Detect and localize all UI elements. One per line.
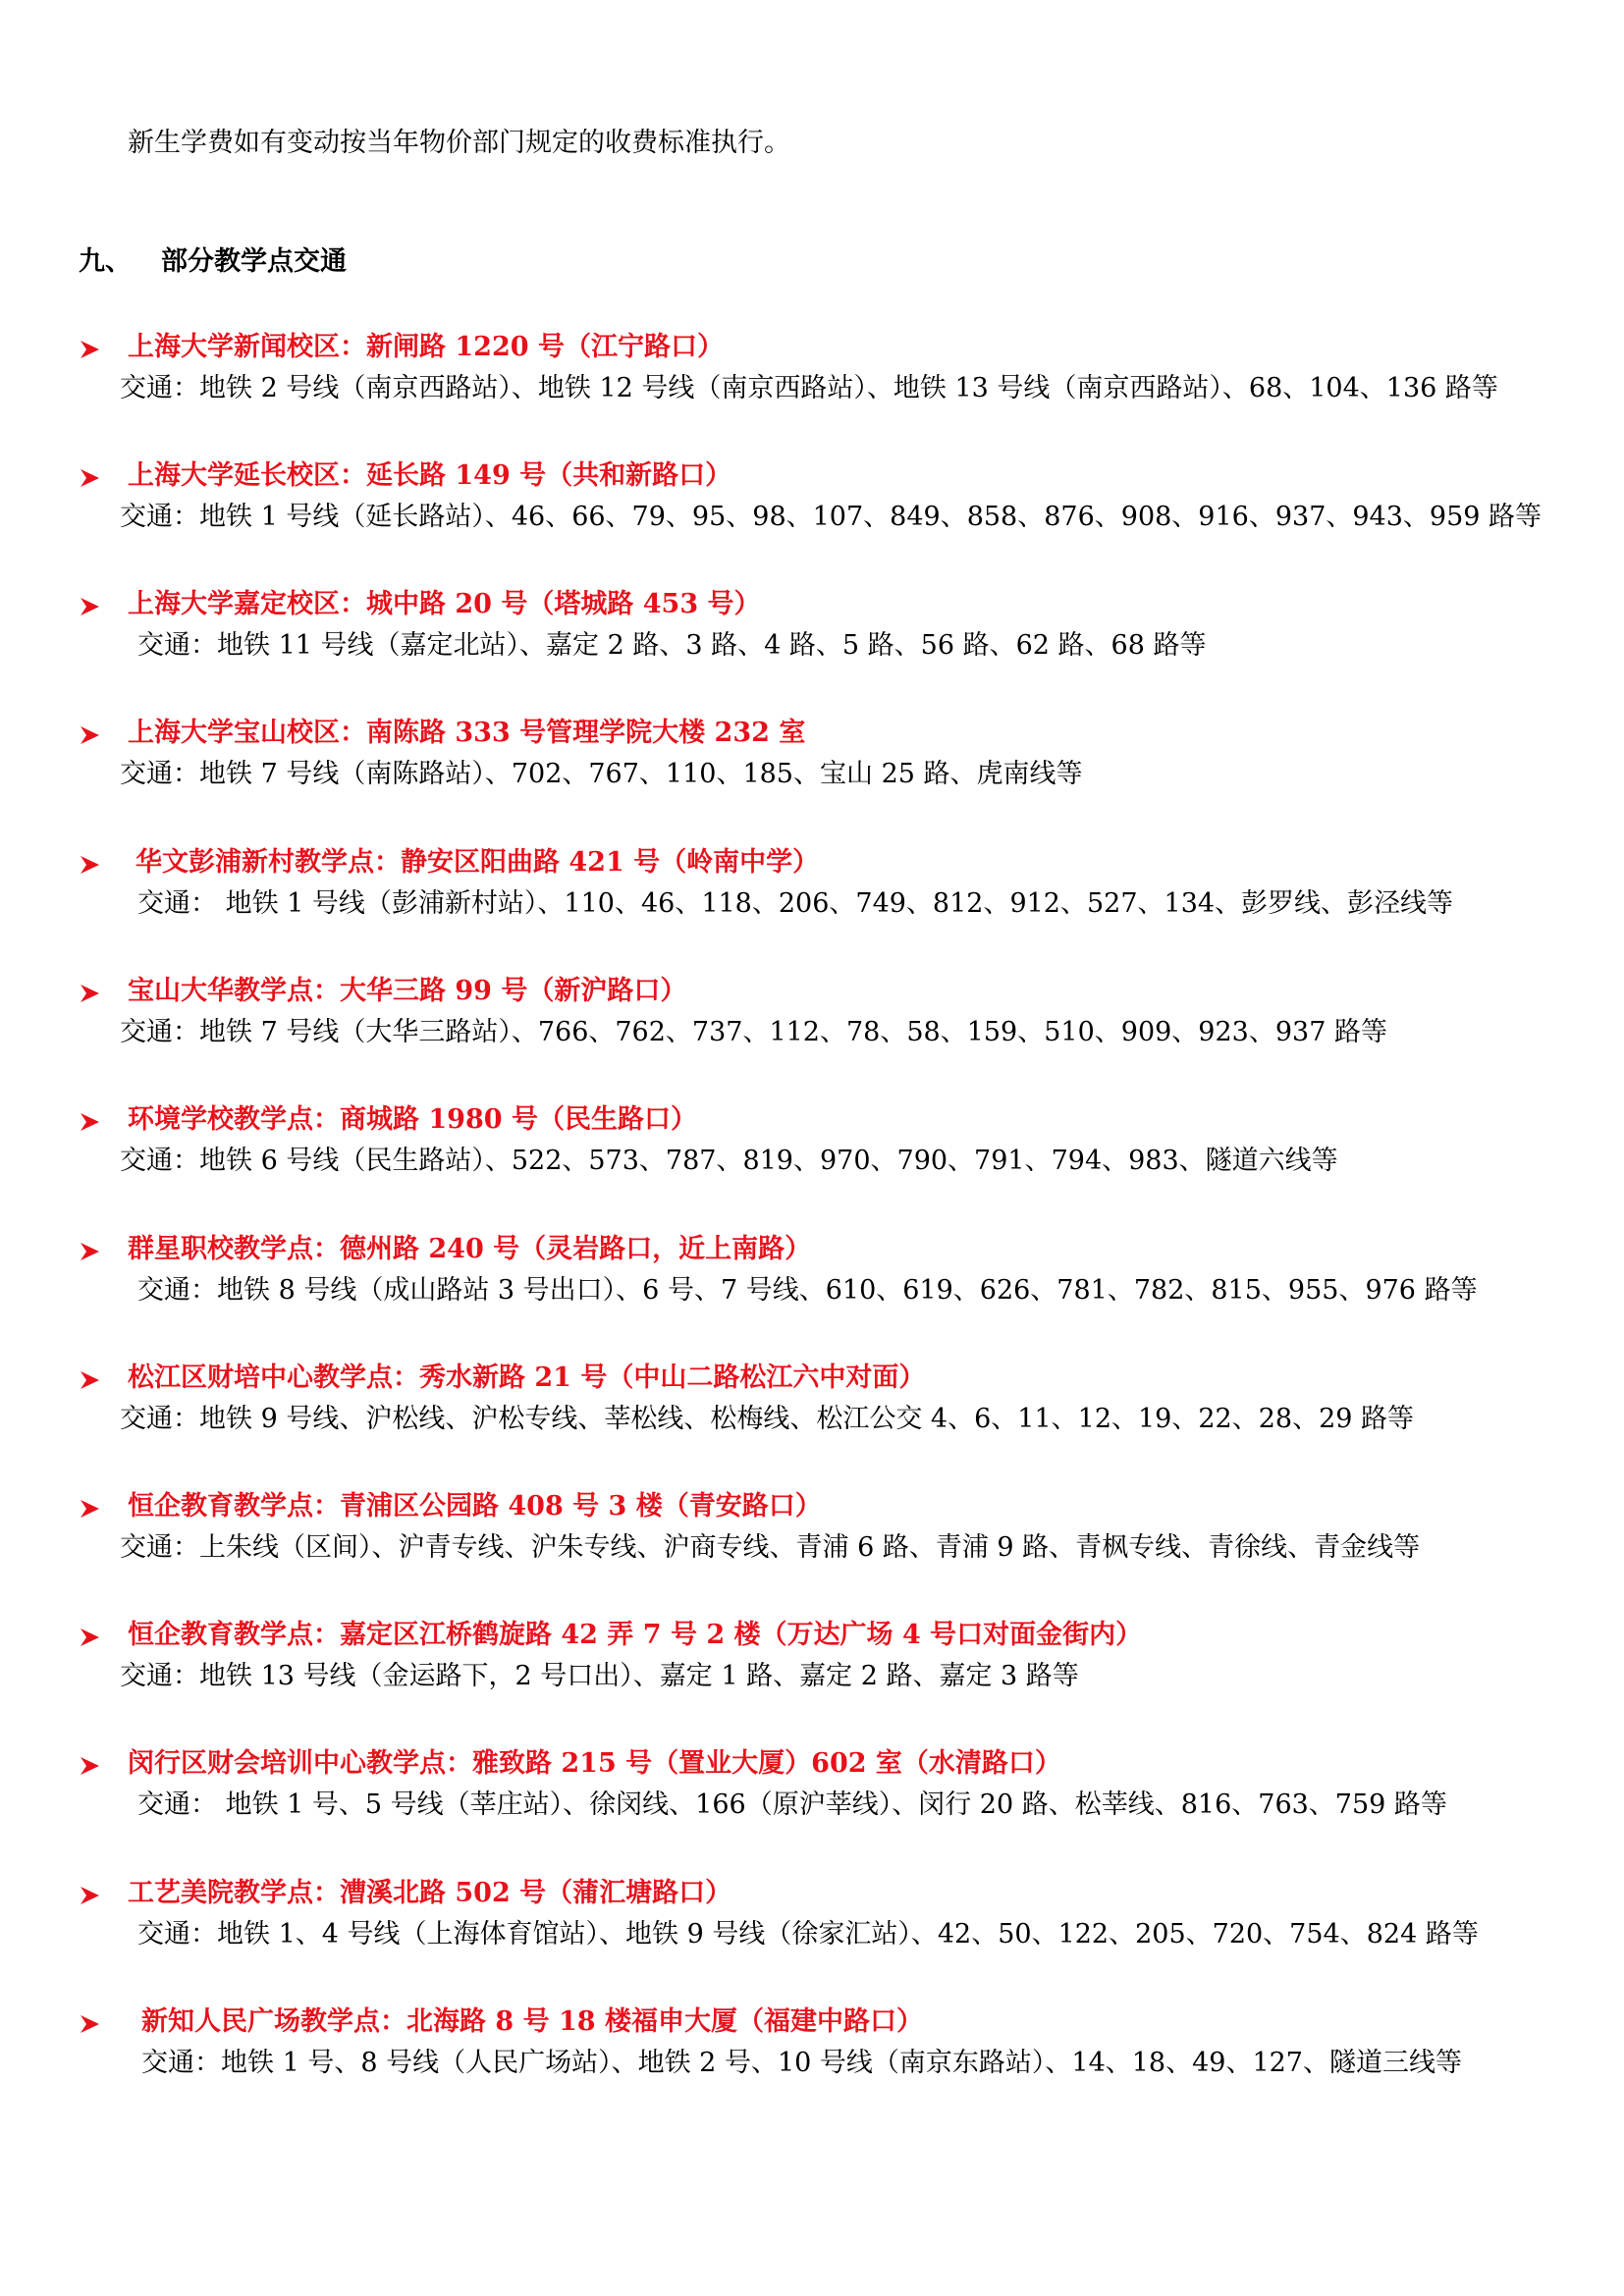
arrow-bullet-icon [79, 1242, 100, 1261]
location-title: 上海大学嘉定校区：城中路 20 号（塔城路 453 号） [128, 589, 761, 619]
location-traffic: 交通：地铁 1、4 号线（上海体育馆站）、地铁 9 号线（徐家汇站）、42、50、122、205、720、754、824 路等 [137, 1919, 1479, 1949]
location-traffic: 交通：地铁 8 号线（成山路站 3 号出口）、6 号、7 号线、610、619、626、781、782、815、955、976 路等 [137, 1275, 1478, 1306]
location-traffic: 交通：地铁 13 号线（金运路下，2 号口出）、嘉定 1 路、嘉定 2 路、嘉定 3 路等 [120, 1661, 1079, 1691]
location-traffic: 交通：地铁 6 号线（民生路站）、522、573、787、819、970、790、791、794、983、隧道六线等 [120, 1146, 1338, 1176]
arrow-bullet-icon [79, 855, 100, 875]
location-traffic: 交通：地铁 7 号线（大华三路站）、766、762、737、112、78、58、159、510、909、923、937 路等 [120, 1017, 1387, 1047]
location-item [0, 2001, 1624, 2109]
arrow-bullet-icon [79, 1112, 100, 1132]
location-title: 松江区财培中心教学点：秀水新路 21 号（中山二路松江六中对面） [128, 1362, 926, 1393]
location-item [0, 454, 1624, 562]
location-traffic: 交通：地铁 1 号、8 号线（人民广场站）、地铁 2 号、10 号线（南京东路站）、14、18、49、127、隧道三线等 [141, 2048, 1462, 2078]
location-title: 上海大学延长校区：延长路 149 号（共和新路口） [128, 460, 732, 491]
location-title: 恒企教育教学点：青浦区公园路 408 号 3 楼（青安路口） [128, 1491, 822, 1522]
arrow-bullet-icon [79, 1756, 100, 1776]
location-traffic: 交通：地铁 7 号线（南陈路站）、702、767、110、185、宝山 25 路、虎南线等 [120, 759, 1083, 789]
location-item [0, 583, 1624, 691]
arrow-bullet-icon [79, 984, 100, 1003]
location-title: 上海大学宝山校区：南陈路 333 号管理学院大楼 232 室 [128, 718, 806, 748]
section-number: 九、 [79, 246, 132, 277]
arrow-bullet-icon [79, 340, 100, 359]
location-item [0, 1614, 1624, 1722]
section-title: 部分教学点交通 [161, 246, 347, 277]
location-traffic: 交通：地铁 9 号线、沪松线、沪松专线、莘松线、松梅线、松江公交 4、6、11、12、19、22、28、29 路等 [120, 1404, 1415, 1434]
location-item [0, 1485, 1624, 1593]
location-title: 闵行区财会培训中心教学点：雅致路 215 号（置业大厦）602 室（水清路口） [128, 1748, 1061, 1779]
location-item [0, 841, 1624, 949]
location-item [0, 1098, 1624, 1206]
arrow-bullet-icon [79, 725, 100, 745]
arrow-bullet-icon [79, 2014, 100, 2034]
intro-text: 新生学费如有变动按当年物价部门规定的收费标准执行。 [128, 128, 790, 158]
location-item [0, 1357, 1624, 1465]
location-item [0, 712, 1624, 820]
location-traffic: 交通：地铁 11 号线（嘉定北站）、嘉定 2 路、3 路、4 路、5 路、56 路、62 路、68 路等 [137, 630, 1207, 661]
location-title: 环境学校教学点：商城路 1980 号（民生路口） [128, 1104, 697, 1135]
location-item [0, 1228, 1624, 1336]
location-item [0, 970, 1624, 1078]
location-title: 工艺美院教学点：漕溪北路 502 号（蒲汇塘路口） [128, 1878, 732, 1908]
location-traffic: 交通： 地铁 1 号线（彭浦新村站）、110、46、118、206、749、812、912、527、134、彭罗线、彭泾线等 [137, 888, 1454, 919]
location-traffic: 交通：上朱线（区间）、沪青专线、沪朱专线、沪商专线、青浦 6 路、青浦 9 路、青枫专线、青徐线、青金线等 [120, 1532, 1421, 1563]
location-title: 群星职校教学点：德州路 240 号（灵岩路口，近上南路） [128, 1234, 812, 1264]
arrow-bullet-icon [79, 1370, 100, 1390]
location-title: 上海大学新闻校区：新闸路 1220 号（江宁路口） [128, 332, 724, 362]
location-item [0, 1872, 1624, 1980]
arrow-bullet-icon [79, 468, 100, 488]
location-title: 新知人民广场教学点：北海路 8 号 18 楼福申大厦（福建中路口） [141, 2006, 923, 2037]
location-title: 恒企教育教学点：嘉定区江桥鹤旋路 42 弄 7 号 2 楼（万达广场 4 号口对面金街内） [128, 1620, 1143, 1650]
arrow-bullet-icon [79, 597, 100, 616]
location-item [0, 326, 1624, 434]
location-item [0, 1742, 1624, 1850]
location-traffic: 交通：地铁 1 号线（延长路站）、46、66、79、95、98、107、849、858、876、908、916、937、943、959 路等 [120, 502, 1543, 532]
location-traffic: 交通：地铁 2 号线（南京西路站）、地铁 12 号线（南京西路站）、地铁 13 号线（南京西路站）、68、104、136 路等 [120, 373, 1498, 403]
location-title: 华文彭浦新村教学点：静安区阳曲路 421 号（岭南中学） [135, 847, 820, 878]
section-heading [79, 244, 347, 280]
location-traffic: 交通： 地铁 1 号、5 号线（莘庄站）、徐闵线、166（原沪莘线）、闵行 20 路、松莘线、816、763、759 路等 [137, 1789, 1447, 1820]
arrow-bullet-icon [79, 1499, 100, 1519]
location-title: 宝山大华教学点：大华三路 99 号（新沪路口） [128, 976, 687, 1006]
arrow-bullet-icon [79, 1628, 100, 1647]
arrow-bullet-icon [79, 1886, 100, 1905]
